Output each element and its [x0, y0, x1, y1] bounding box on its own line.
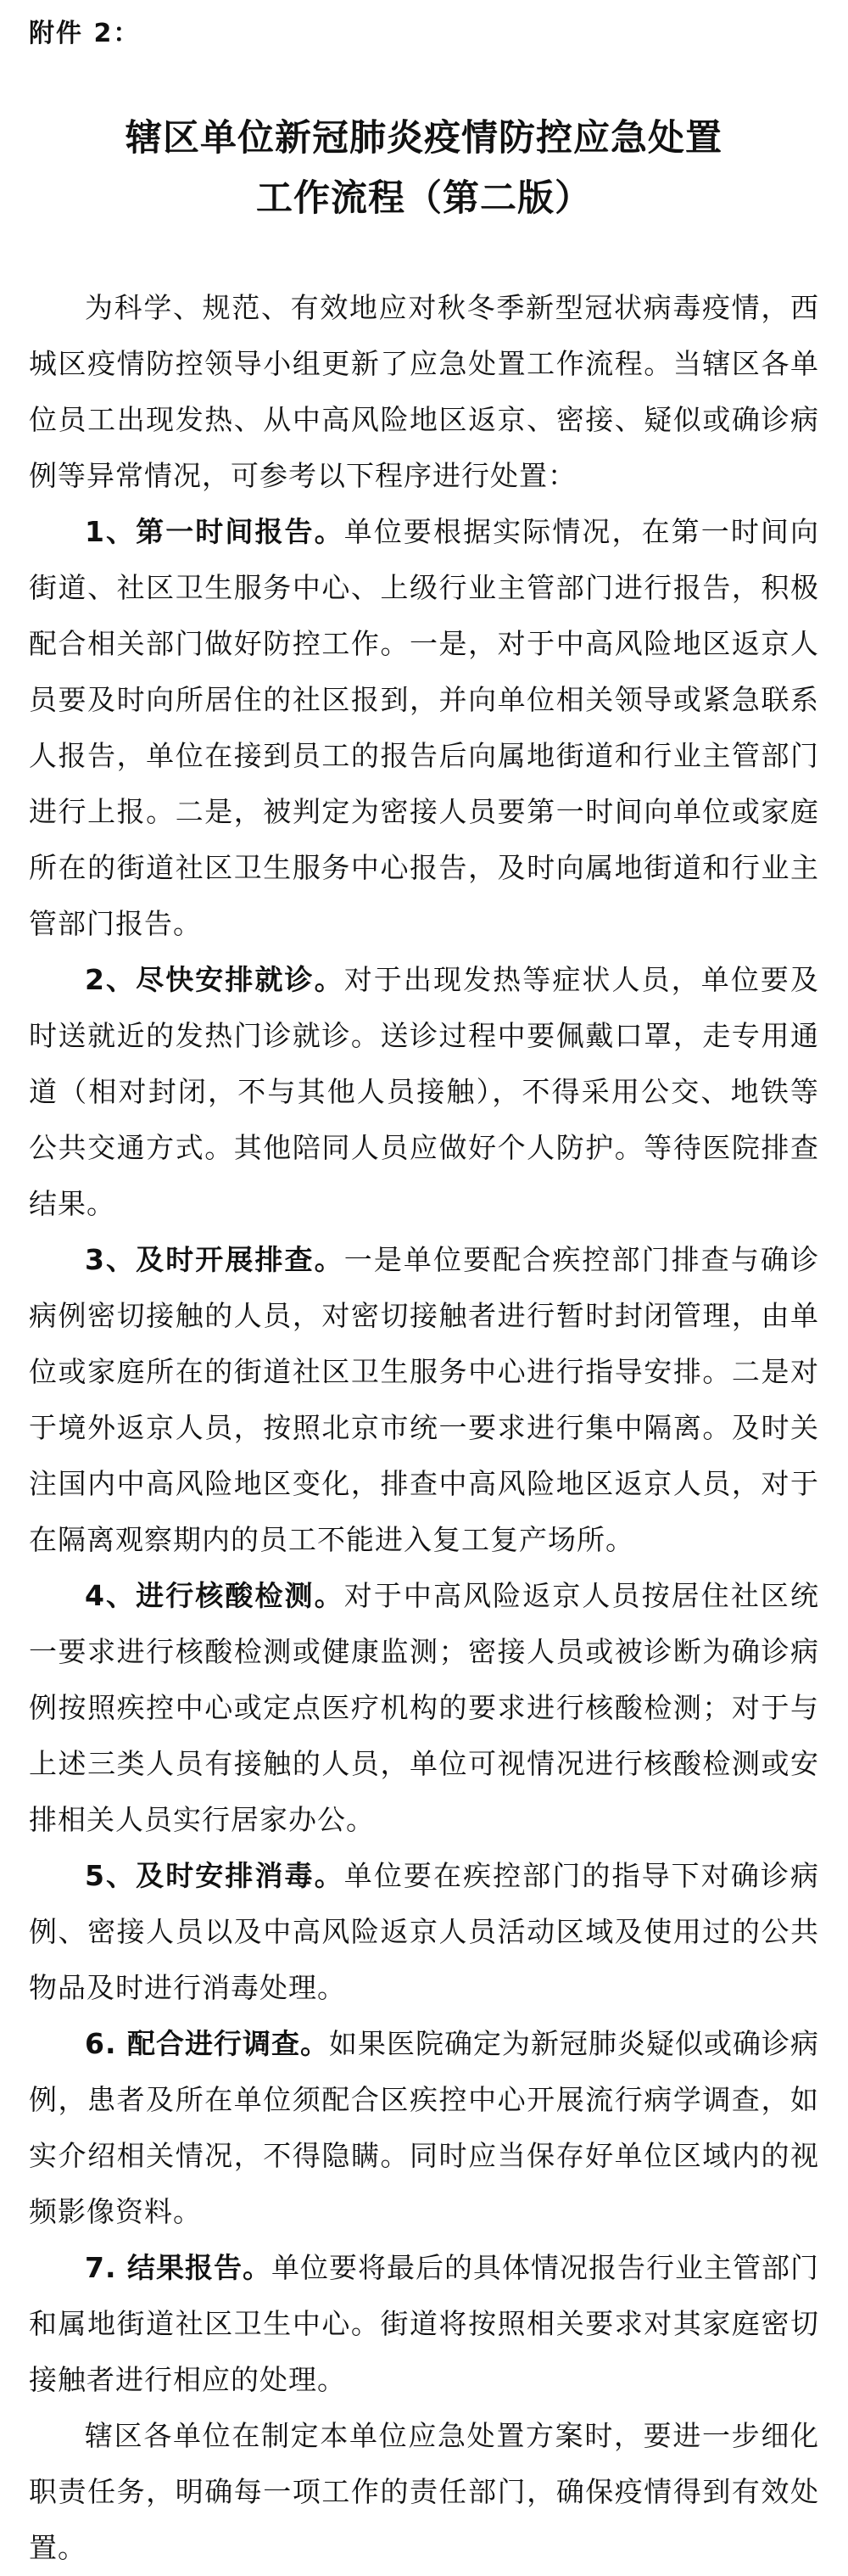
section-7-text: 单位要将最后的具体情况报告行业主管部门和属地街道社区卫生中心。街道将按照相关要求对其家庭密切接触者进行相应的处理。 [29, 2251, 819, 2396]
section-4-heading: 4、进行核酸检测。 [85, 1579, 344, 1612]
section-6-text: 如果医院确定为新冠肺炎疑似或确诊病例，患者及所在单位须配合区疾控中心开展流行病学调查，如实介绍相关情况，不得隐瞒。同时应当保存好单位区域内的视频影像资料。 [29, 2027, 819, 2228]
section-5-heading: 5、及时安排消毒。 [85, 1859, 344, 1892]
section-1-text: 单位要根据实际情况，在第一时间向街道、社区卫生服务中心、上级行业主管部门进行报告，积极配合相关部门做好防控工作。一是，对于中高风险地区返京人员要及时向所居住的社区报到，并向单位相关领导或紧急联系人报告，单位在接到员工的报告后向属地街道和行业主管部门进行上报。二是，被判定为密接人员要第一时间向单位或家庭所在的街道社区卫生服务中心报告，及时向属地街道和行业主管部门报告。 [29, 515, 820, 940]
section-4-paragraph [29, 1568, 819, 1848]
document-title-line-2: 工作流程（第二版） [256, 177, 592, 220]
section-1-heading: 1、第一时间报告。 [85, 515, 344, 548]
section-2-text: 对于出现发热等症状人员，单位要及时送就近的发热门诊就诊。送诊过程中要佩戴口罩，走专用通道（相对封闭，不与其他人员接触），不得采用公交、地铁等公共交通方式。其他陪同人员应做好个人防护。等待医院排查结果。 [29, 963, 820, 1220]
attachment-label: 附件 2： [29, 19, 141, 48]
section-2-heading: 2、尽快安排就诊。 [85, 963, 344, 996]
section-5-text: 单位要在疾控部门的指导下对确诊病例、密接人员以及中高风险返京人员活动区域及使用过的公共物品及时进行消毒处理。 [29, 1859, 820, 2004]
section-6-heading: 6. 配合进行调查。 [85, 2027, 329, 2060]
section-7-paragraph [29, 2240, 819, 2408]
section-3-heading: 3、及时开展排查。 [85, 1243, 344, 1276]
document-body [29, 280, 819, 2576]
closing-paragraph: 辖区各单位在制定本单位应急处置方案时，要进一步细化职责任务，明确每一项工作的责任部门，确保疫情得到有效处置。 [29, 2419, 819, 2564]
section-5-paragraph [29, 1848, 819, 2016]
document-title-line-1: 辖区单位新冠肺炎疫情防控应急处置 [126, 117, 722, 160]
section-7-heading: 7. 结果报告。 [85, 2251, 271, 2284]
intro-paragraph: 为科学、规范、有效地应对秋冬季新型冠状病毒疫情，西城区疫情防控领导小组更新了应急处置工作流程。当辖区各单位员工出现发热、从中高风险地区返京、密接、疑似或确诊病例等异常情况，可参考以下程序进行处置： [29, 291, 819, 492]
section-4-text: 对于中高风险返京人员按居住社区统一要求进行核酸检测或健康监测；密接人员或被诊断为确诊病例按照疾控中心或定点医疗机构的要求进行核酸检测；对于与上述三类人员有接触的人员，单位可视情况进行核酸检测或安排相关人员实行居家办公。 [29, 1579, 820, 1836]
section-6-paragraph [29, 2016, 819, 2240]
section-3-paragraph [29, 1232, 819, 1568]
section-3-text: 一是单位要配合疾控部门排查与确诊病例密切接触的人员，对密切接触者进行暂时封闭管理，由单位或家庭所在的街道社区卫生服务中心进行指导安排。二是对于境外返京人员，按照北京市统一要求进行集中隔离。及时关注国内中高风险地区变化，排查中高风险地区返京人员，对于在隔离观察期内的员工不能进入复工复产场所。 [29, 1243, 820, 1556]
section-2-paragraph [29, 952, 819, 1232]
section-1-paragraph [29, 504, 819, 952]
